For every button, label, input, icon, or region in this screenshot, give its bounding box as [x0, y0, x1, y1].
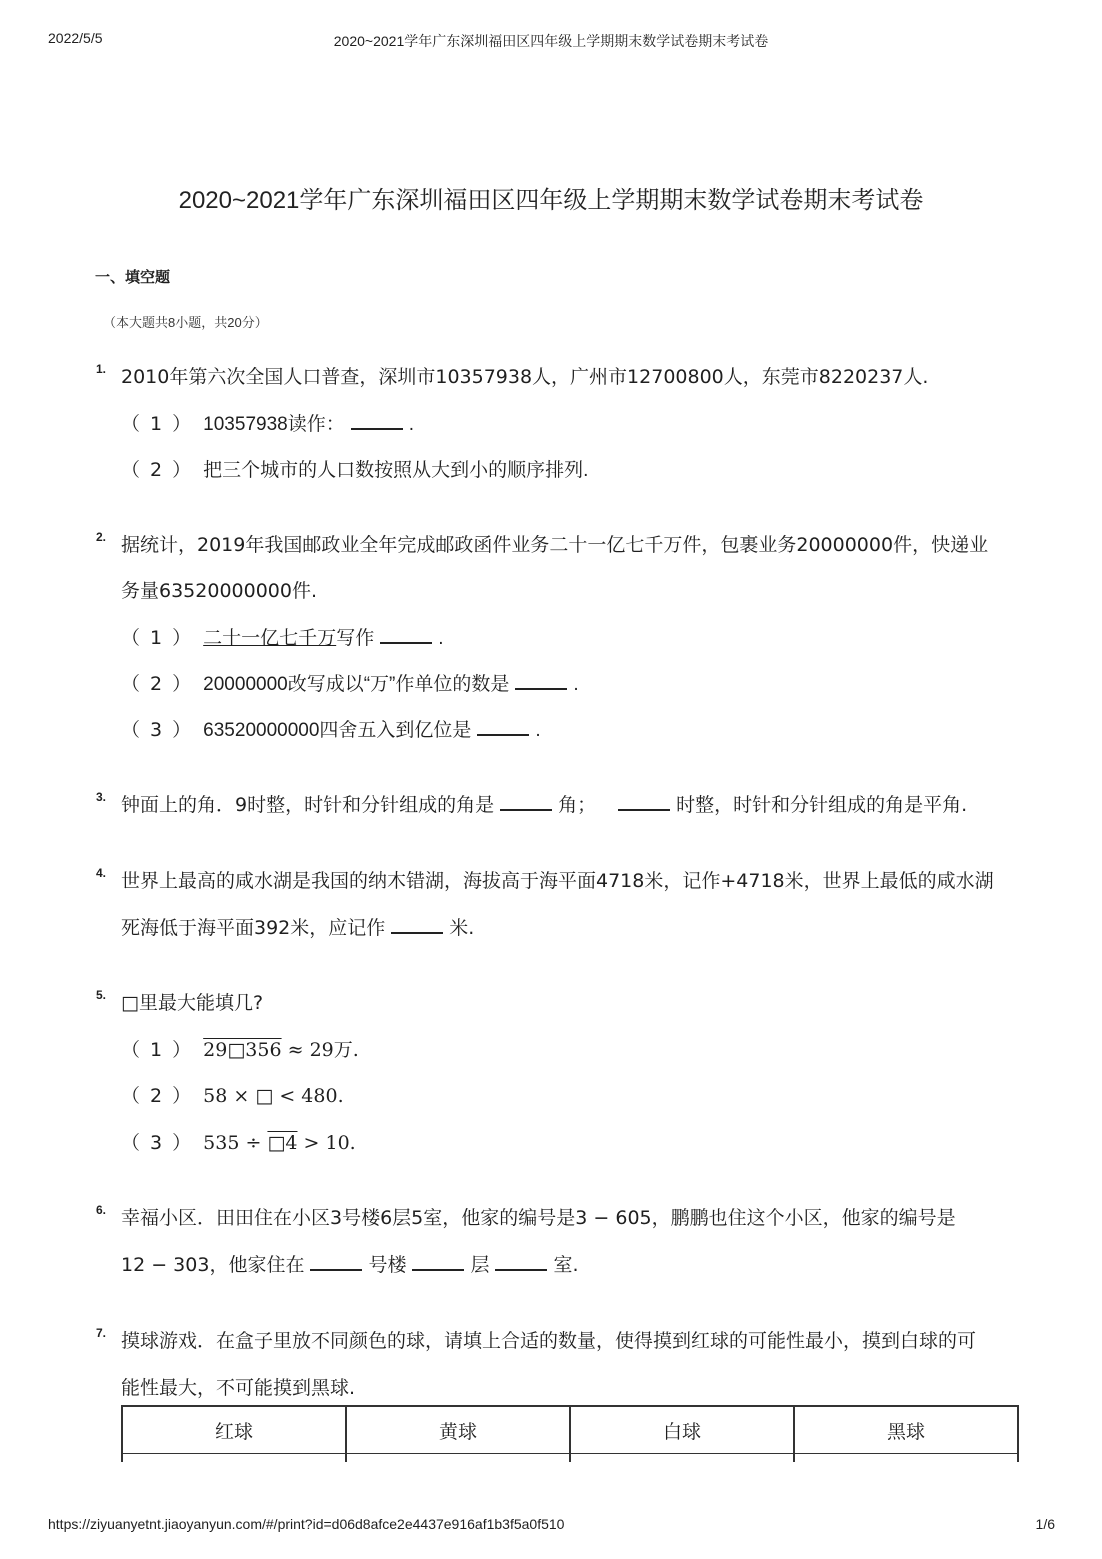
sub-tag: （ 2 ）: [121, 673, 194, 695]
question-number: 2.: [96, 530, 107, 544]
table-answer-cell[interactable]: [346, 1454, 570, 1463]
sub-text: 535 ÷: [203, 1132, 268, 1154]
question-number: 3.: [96, 790, 107, 804]
question-text-line1: 摸球游戏．在盒子里放不同颜色的球，请填上合适的数量，使得摸到红球的可能性最小，摸到白球的可: [121, 1330, 977, 1352]
table-answer-cell[interactable]: [794, 1454, 1018, 1463]
text-part: 室.: [553, 1254, 579, 1276]
sub-text: ≈ 29万.: [281, 1039, 359, 1061]
answer-blank[interactable]: [477, 718, 529, 736]
text-part: 米.: [449, 917, 475, 939]
sub-tag: （ 2 ）: [121, 1085, 194, 1107]
underlined-text: 二十一亿七千万: [203, 628, 337, 649]
question-text-line1: 幸福小区．田田住在小区3号楼6层5室，他家的编号是3 − 605，鹏鹏也住这个小区，他家的编号是: [121, 1207, 956, 1229]
text-part: 时整，时针和分针组成的角是平角.: [676, 794, 968, 816]
answer-blank[interactable]: [495, 1253, 547, 1271]
question-text-line2: 能性最大，不可能摸到黑球.: [121, 1377, 356, 1399]
sub-end: .: [408, 414, 414, 435]
sub-question-3: [121, 715, 541, 742]
sub-tag: （ 2 ）: [121, 459, 194, 481]
text-part: 层: [470, 1254, 490, 1276]
table-header-cell: 黄球: [346, 1406, 570, 1454]
table-answer-cell[interactable]: [570, 1454, 794, 1463]
sub-end: .: [438, 628, 444, 649]
sub-tag: （ 3 ）: [121, 719, 194, 741]
answer-blank[interactable]: [515, 672, 567, 690]
table-header-row: [122, 1406, 1018, 1454]
document-title: 2020~2021学年广东深圳福田区四年级上学期期末数学试卷期末考试卷: [178, 187, 924, 214]
sub-text: 58 × □ < 480.: [203, 1085, 344, 1107]
sub-text: 10357938读作：: [203, 414, 345, 435]
sub-question-2: [121, 1081, 344, 1108]
sub-text: 把三个城市的人口数按照从大到小的顺序排列.: [203, 460, 589, 481]
question-text: [121, 790, 967, 817]
question-number: 5.: [96, 988, 107, 1002]
question-text-line1: 世界上最高的咸水湖是我国的纳木错湖，海拔高于海平面4718米，记作+4718米，世界上最低的咸水湖: [121, 870, 994, 892]
question-text: □里最大能填几?: [121, 992, 264, 1014]
question-number: 1.: [96, 362, 107, 376]
sub-tag: （ 1 ）: [121, 1039, 194, 1061]
section-note: （本大题共8小题，共20分）: [103, 315, 268, 330]
overlined-number: 29□356: [203, 1039, 282, 1061]
text-part: 死海低于海平面392米，应记作: [121, 917, 386, 939]
question-text-line1: 据统计，2019年我国邮政业全年完成邮政函件业务二十一亿七千万件，包裹业务20000000件，快递业: [121, 534, 989, 556]
sub-question-1: [121, 409, 414, 436]
question-text: 2010年第六次全国人口普查，深圳市10357938人，广州市12700800人，东莞市8220237人.: [121, 366, 929, 388]
sub-tag: （ 3 ）: [121, 1132, 194, 1154]
answer-blank[interactable]: [391, 916, 443, 934]
question-text-line2: [121, 913, 474, 940]
sub-end: .: [573, 674, 579, 695]
sub-question-1: [121, 623, 443, 650]
answer-blank[interactable]: [310, 1253, 362, 1271]
table-header-cell: 红球: [122, 1406, 346, 1454]
footer-page-number: 1/6: [1035, 1516, 1055, 1532]
question-number: 7.: [96, 1326, 107, 1340]
table-answer-cell[interactable]: [122, 1454, 346, 1463]
text-part: 12 − 303，他家住在: [121, 1254, 305, 1276]
answer-blank[interactable]: [412, 1253, 464, 1271]
header-date: 2022/5/5: [48, 30, 103, 46]
answer-blank[interactable]: [351, 412, 403, 430]
sub-end: .: [535, 720, 541, 741]
sub-tag: （ 1 ）: [121, 413, 194, 435]
question-number: 6.: [96, 1203, 107, 1217]
text-part: 钟面上的角．9时整，时针和分针组成的角是: [121, 794, 495, 816]
question-text-line2: [121, 1250, 579, 1277]
answer-blank[interactable]: [618, 793, 670, 811]
sub-text: 20000000改写成以“万”作单位的数是: [203, 674, 510, 695]
table-header-cell: 黑球: [794, 1406, 1018, 1454]
section-title: 一、填空题: [95, 269, 171, 286]
sub-text: > 10.: [297, 1132, 356, 1154]
overlined-number: □4: [267, 1132, 298, 1154]
question-number: 4.: [96, 866, 107, 880]
answer-blank[interactable]: [380, 626, 432, 644]
question-text-line2: 务量63520000000件.: [121, 580, 318, 602]
header-title: 2020~2021学年广东深圳福田区四年级上学期期末数学试卷期末考试卷: [333, 33, 769, 49]
table-answer-row[interactable]: [122, 1454, 1018, 1463]
ball-count-table: [121, 1405, 1019, 1462]
text-part: 号楼: [368, 1254, 407, 1276]
text-part: 角；: [558, 794, 597, 816]
sub-tag: （ 1 ）: [121, 627, 194, 649]
sub-question-2: [121, 669, 579, 696]
sub-question-3: [121, 1128, 356, 1155]
sub-text: 63520000000四舍五入到亿位是: [203, 720, 472, 741]
footer-url[interactable]: https://ziyuanyetnt.jiaoyanyun.com/#/print?id=d06d8afce2e4437e916af1b3f5a0f510: [48, 1516, 565, 1532]
sub-question-2: [121, 455, 588, 482]
sub-question-1: [121, 1035, 359, 1062]
sub-text: 写作: [336, 628, 375, 649]
answer-blank[interactable]: [500, 793, 552, 811]
table-header-cell: 白球: [570, 1406, 794, 1454]
